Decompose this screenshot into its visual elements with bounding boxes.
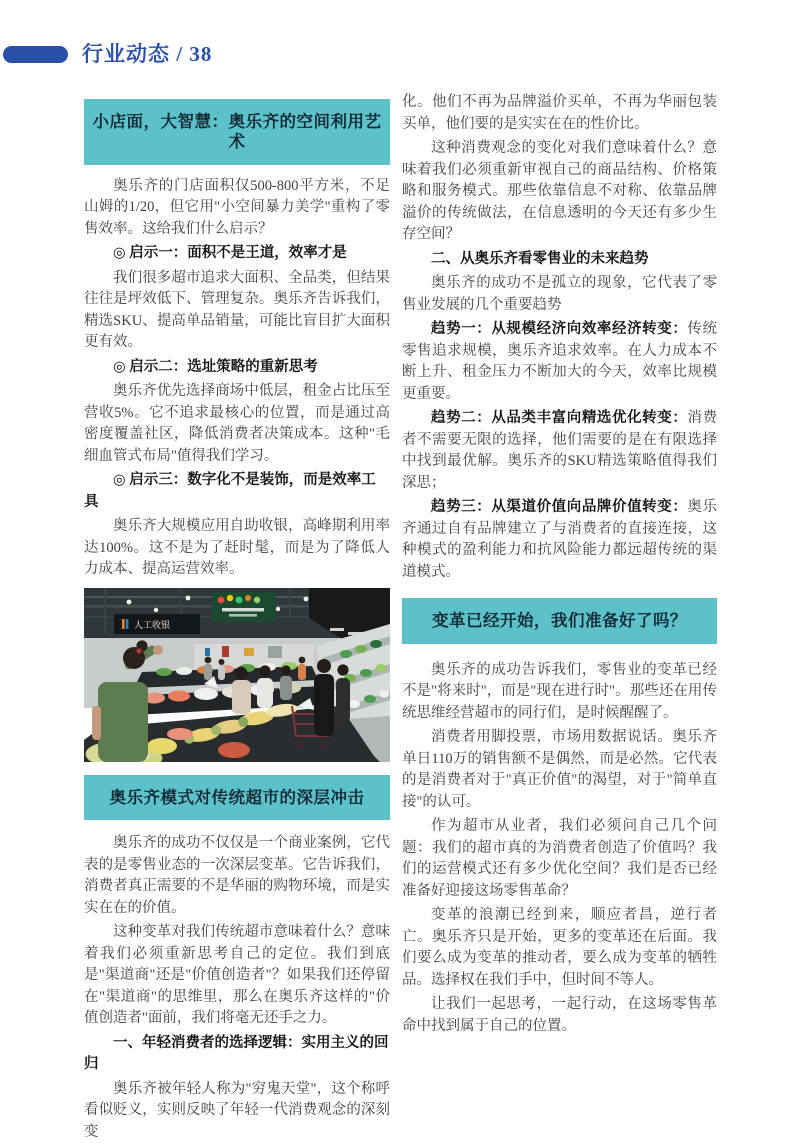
- trend-text: 消费者不需要无限的选择，他们需要的是在有限选择中找到最优解。奥乐齐的SKU精选策略值得我们深思；: [402, 410, 718, 491]
- subheading-section-1: 一、年轻消费者的选择逻辑：实用主义的回归: [84, 1034, 389, 1073]
- checkout-sign: [114, 614, 200, 634]
- sign-stripe-blue: [126, 619, 129, 629]
- section-title-box-change: [402, 598, 717, 644]
- section-title-box-space-art: [84, 99, 390, 165]
- section-title-text: 奥乐齐模式对传统超市的深层冲击: [109, 787, 365, 807]
- paragraph: 这种变革对我们传统超市意味着什么？意味着我们必须重新思考自己的定位。我们到底是"渠道商"还是"价值创造者"？如果我们还停留在"渠道商"的思维里，那么在奥乐齐这样的"价值创造者"面前，我们将毫无还手之力。: [84, 924, 390, 1027]
- header-accent-bar: [3, 46, 68, 63]
- left-column: [84, 92, 390, 1146]
- section-title-text: 小店面，大智慧：奥乐齐的空间利用艺术: [92, 112, 382, 151]
- paragraph: 奥乐齐被年轻人称为"穷鬼天堂"，这个称呼看似贬义，实则反映了年轻一代消费观念的深刻变: [84, 1080, 390, 1140]
- store-photo: [84, 588, 390, 762]
- subheading-insight-2: ◎ 启示二：选址策略的重新思考: [113, 358, 318, 375]
- hanging-banner: [212, 592, 276, 622]
- article-columns: [84, 92, 717, 1146]
- right-column: [402, 92, 717, 1146]
- section-title-box-impact: [84, 775, 390, 821]
- trend-paragraph-1: [402, 319, 717, 405]
- paragraph: 变革的浪潮已经到来，顺应者昌，逆行者亡。奥乐齐只是开始，更多的变革还在后面。我们要么成为变革的推动者，要么成为变革的牺牲品。选择权在我们手中，但时间不等人。: [402, 907, 717, 988]
- store-photo-illustration: [84, 588, 390, 762]
- page-header-title: 行业动态 / 38: [82, 42, 213, 66]
- paragraph: 奥乐齐优先选择商场中低层，租金占比压至营收5%。它不追求最核心的位置，而是通过高密度覆盖社区，降低消费者决策成本。这种"毛细血管式布局"值得我们学习。: [84, 383, 390, 464]
- paragraph: 这种消费观念的变化对我们意味着什么？意味着我们必须重新审视自己的商品结构、价格策略和服务模式。那些依靠信息不对称、依靠品牌溢价的传统做法，在信息透明的今天还有多少生存空间？: [402, 140, 717, 242]
- paragraph: 作为超市从业者，我们必须问自己几个问题：我们的超市真的为消费者创造了价值吗？我们的运营模式还有多少优化空间？我们是否已经准备好迎接这场零售革命？: [402, 818, 717, 899]
- paragraph: 消费者用脚投票，市场用数据说话。奥乐齐单日110万的销售额不是偶然，而是必然。它代表的是消费者对于"真正价值"的渴望，对于"简单直接"的认可。: [402, 729, 717, 810]
- trend-paragraph-2: [402, 408, 717, 494]
- subheading-section-2: 二、从奥乐齐看零售业的未来趋势: [431, 250, 649, 267]
- paragraph: 让我们一起思考，一起行动，在这场零售革命中找到属于自己的位置。: [402, 996, 717, 1034]
- subheading-insight-1: ◎ 启示一：面积不是王道，效率才是: [113, 245, 347, 262]
- trend-lead: 趋势三：从渠道价值向品牌价值转变：: [431, 499, 688, 515]
- paragraph: 奥乐齐的门店面积仅500-800平方米，不足山姆的1/20，但它用"小空间暴力美学"重构了零售效率。这给我们什么启示？: [84, 177, 390, 237]
- trend-lead: 趋势一：从规模经济向效率经济转变：: [431, 321, 688, 337]
- trend-text: 传统零售追求规模，奥乐齐追求效率。在人力成本不断上升、租金压力不断加大的今天，效率比规模更重要。: [402, 321, 718, 402]
- paragraph: 奥乐齐的成功不仅仅是一个商业案例，它代表的是零售业态的一次深层变革。它告诉我们，消费者真正需要的不是华丽的购物环境，而是实实在在的价值。: [84, 835, 390, 916]
- trend-text: 奥乐齐通过自有品牌建立了与消费者的直接连接，这种模式的盈利能力和抗风险能力都远超传统的渠道模式。: [402, 499, 718, 580]
- trend-lead: 趋势二：从品类丰富向精选优化转变：: [431, 410, 688, 426]
- section-title-text: 变革已经开始，我们准备好了吗？: [432, 611, 687, 630]
- sign-stripe-orange: [122, 619, 125, 629]
- page-header: [3, 44, 212, 65]
- paragraph: 奥乐齐的成功不是孤立的现象，它代表了零售业发展的几个重要趋势: [402, 275, 717, 313]
- paragraph: 化。他们不再为品牌溢价买单，不再为华丽包装买单，他们要的是实实在在的性价比。: [402, 94, 717, 132]
- paragraph: 奥乐齐大规模应用自助收银，高峰期利用率达100%。这不是为了赶时髦，而是为了降低人力成本、提高运营效率。: [84, 518, 390, 578]
- paragraph: 我们很多超市追求大面积、全品类，但结果往往是坪效低下、管理复杂。奥乐齐告诉我们，精选SKU、提高单品销量，可能比盲目扩大面积更有效。: [84, 269, 390, 351]
- subheading-insight-3: ◎ 启示三：数字化不是装饰，而是效率工具: [84, 472, 376, 510]
- trend-paragraph-3: [402, 497, 717, 583]
- paragraph: 奥乐齐的成功告诉我们，零售业的变革已经不是"将来时"，而是"现在进行时"。那些还在用传统思维经营超市的同行们，是时候醒醒了。: [402, 661, 717, 721]
- checkout-sign-label: 人工收银: [134, 619, 171, 630]
